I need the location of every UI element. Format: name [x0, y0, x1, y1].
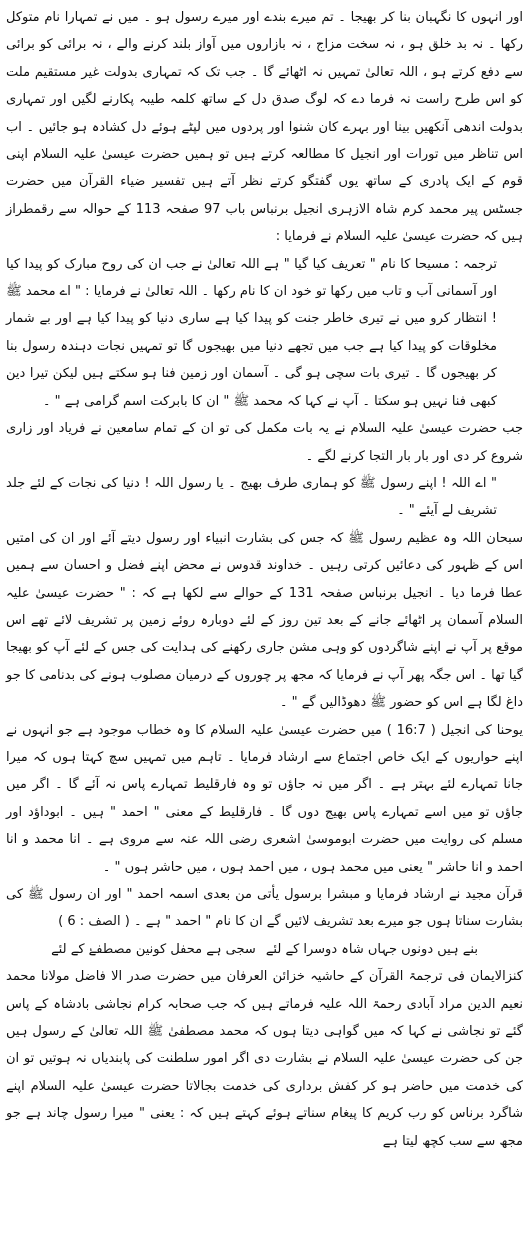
paragraph-opening: اور انہوں کا نگہبان بنا کر بھیجا ۔ تم میرے بندے اور میرے رسول ہو ۔ میں نے تمہارا نام متوکل رکھا ۔ نہ بد خلق ہو ، نہ سخت مزاج ، نہ بازاروں میں آواز بلند کرنے والے ، نہ برائی کو برائی سے دفع کرتے ہو ، اللہ تعالیٰ تمہیں نہ اٹھائے گا ۔ جب تک کہ تمہاری بدولت غیر مستقیم ملت کو اس طرح راست نہ فرما دے کہ لوگ صدق دل کے ساتھ کلمہ طیبہ پکارنے لگیں اور تمہاری بدولت اندھی آنکھیں بینا اور بہرے کان شنوا اور پردوں میں لپٹے ہوئے دل کشادہ ہو جائیں ۔ اب اس تناظر میں تورات اور انجیل کا مطالعہ کرتے ہیں تو ہمیں حضرت عیسیٰ علیہ السلام اپنی قوم کے ایک پادری کے ساتھ یوں گفتگو کرتے نظر آتے ہیں تفسیر ضیاء القرآن میں حضرت جسٹس پیر محمد کرم شاہ الازہری انجیل برنباس باب 97 صفحہ 113 کے حوالہ سے رقمطراز ہیں کہ حضرت عیسیٰ علیہ السلام نے فرمایا : — [6, 10, 523, 245]
paragraph-quoted-prayer: " اے اللہ ! اپنے رسول ﷺ کو ہماری طرف بھیج ۔ یا رسول اللہ ! دنیا کی نجات کے لئے جلد تشریف لے آیئے " ۔ — [6, 475, 497, 519]
paragraph-translation: ترجمہ : مسیحا کا نام " تعریف کیا گیا " ہے اللہ تعالیٰ نے جب ان کی روح مبارک کو پیدا کیا اور آسمانی آب و تاب میں رکھا تو خود ان کا نام رکھا ۔ اللہ تعالیٰ نے فرمایا : " اے محمد ﷺ ! انتظار کرو میں نے تیری خاطر جنت کو پیدا کیا ہے ساری دنیا کو پیدا کیا ہے اور بے شمار مخلوقات کو پیدا کیا ہے جب میں تجھے دنیا میں بھیجوں گا تو تمہیں نجات دہندہ رسول بنا کر بھیجوں گا ۔ تیری بات سچی ہو گی ۔ آسمان اور زمین فنا ہو سکتے ہیں لیکن تیرا دین کبھی فنا نہیں ہو سکتا ۔ آپ نے کہا کہ محمد ﷺ " ان کا بابرکت اسم گرامی ہے " ۔ — [6, 256, 497, 409]
paragraph-quran-verse: قرآن مجید نے ارشاد فرمایا و مبشرا برسول یأتی من بعدی اسمہ احمد " اور ان رسول ﷺ کی بشارت سناتا ہوں جو میرے بعد تشریف لائیں گے ان کا نام " احمد " ہے ۔ ( الصف : 6 ) — [6, 887, 523, 930]
couplet-second-line: سجی ہے محفل کونین مصطفےٰ کے لئے — [51, 941, 256, 957]
paragraph-audience-plea: جب حضرت عیسیٰ علیہ السلام نے یہ بات مکمل کی تو ان کے تمام سامعین نے فریاد اور زاری شروع کر دی اور بار بار التجا کرنے لگے ۔ — [6, 421, 523, 464]
paragraph-closing: کنزالایمان فی ترجمۃ القرآن کے حاشیہ خزائن العرفان میں حضرت صدر الا فاضل مولانا محمد نعیم الدین مراد آبادی رحمۃ اللہ علیہ فرماتے ہیں کہ جب صحابہ کرام نجاشی بادشاہ کے پاس گئے تو نجاشی نے کہا کہ میں گواہی دیتا ہوں کہ محمد مصطفیٰ ﷺ اللہ تعالیٰ کے رسول ہیں جن کی حضرت عیسیٰ علیہ السلام نے بشارت دی اگر امور سلطنت کی پابندیاں نہ ہوتیں تو ان کی خدمت میں حاضر ہو کر کفش برداری کی خدمت بجالاتا حضرت عیسیٰ علیہ السلام اپنے شاگرد برناس کو رب کریم کا پیغام سناتے ہوئے کہتے ہیں کہ : یعنی " میرا رسول چاند ہے جو مجھ سے سب کچھ لیتا ہے — [6, 969, 523, 1149]
poetry-couplet — [6, 936, 523, 963]
paragraph-john-gospel: یوحنا کی انجیل ( 16:7 ) میں حضرت عیسیٰ علیہ السلام کا وہ خطاب موجود ہے جو انہوں نے اپنے حواریوں کے ایک خاص اجتماع سے ارشاد فرمایا ۔ تاہم میں تمہیں سچ کہتا ہوں کہ میرا جانا تمہارے لئے بہتر ہے ۔ اگر میں نہ جاؤں تو وہ فارقلیط تمہارے پاس نہ آئے گا ۔ اگر میں جاؤں تو میں اسے تمہارے پاس بھیج دوں گا ۔ فارقلیط کے معنی " احمد " ہیں ۔ ابوداؤد اور مسلم کی روایت میں حضرت ابوموسیٰ اشعری رضی اللہ عنہ سے مروی ہے ۔ انا محمد و انا احمد و انا حاشر " یعنی میں محمد ہوں ، میں احمد ہوں ، میں حاشر ہوں " ۔ — [6, 722, 523, 875]
couplet-first-line: بنے ہیں دونوں جہاں شاہ دوسرا کے لئے — [265, 941, 478, 957]
paragraph-barnabas-reference: سبحان اللہ وہ عظیم رسول ﷺ کہ جس کی بشارت انبیاء اور رسول دیتے آئے اور ان کی امتیں اس کے ظہور کی دعائیں کرتی رہیں ۔ خداوند قدوس نے محض اپنے فضل و احسان سے ہمیں عطا فرما دیا ۔ انجیل برنباس صفحہ 131 کے حوالے سے لکھا ہے کہ : " حضرت عیسیٰ علیہ السلام آسمان پر اٹھائے جانے کے بعد تین روز کے لئے دوبارہ روئے زمین پر تشریف لائے تھے اس موقع پر آپ نے اپنے شاگردوں کو وہی مشن جاری رکھنے کی ہدایت کی جس کے لئے آپ کو بھیجا گیا تھا ۔ اس جگہ پھر آپ نے فرمایا کہ مجھ پر چوروں کے درمیان مصلوب ہونے کی بدنامی کا جو داغ لگا ہے اس کو حضور ﷺ دھوڈالیں گے " ۔ — [6, 530, 524, 711]
